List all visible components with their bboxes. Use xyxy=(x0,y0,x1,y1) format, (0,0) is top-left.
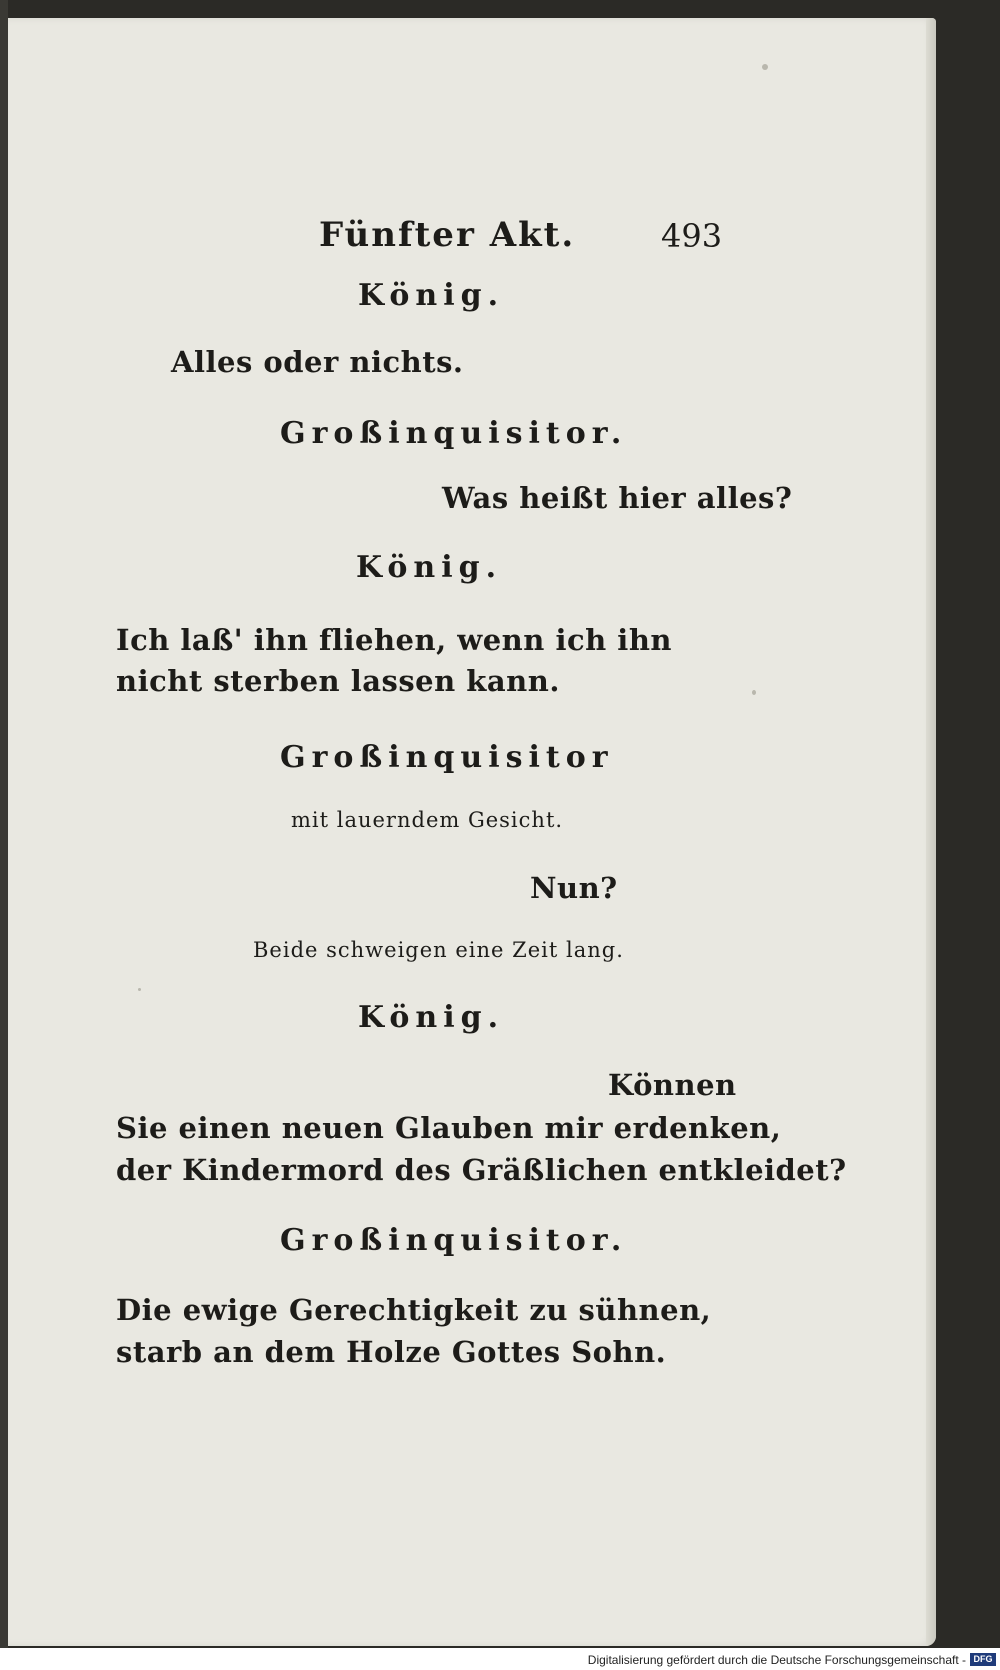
speaker-name: Großinquisitor xyxy=(280,740,614,775)
speech-line: Was heißt hier alles? xyxy=(442,481,793,515)
paper-spot xyxy=(138,988,141,991)
speech-line: der Kindermord des Gräßlichen entkleidet? xyxy=(116,1153,847,1187)
speech-line: Ich laß' ihn fliehen, wenn ich ihn xyxy=(116,623,672,657)
speech-line: Alles oder nichts. xyxy=(171,345,464,379)
speech-line: Nun? xyxy=(530,871,618,905)
speech-line: nicht sterben lassen kann. xyxy=(116,664,560,698)
speech-line: Können xyxy=(608,1068,737,1102)
speaker-name: Großinquisitor. xyxy=(280,416,628,451)
book-page xyxy=(8,18,936,1646)
footer-bar xyxy=(0,1648,1000,1670)
scan-background xyxy=(0,0,8,1648)
funding-credit: Digitalisierung gefördert durch die Deutsche Forschungsgemeinschaft - xyxy=(587,1653,966,1667)
paper-spot xyxy=(762,64,768,70)
dfg-logo: DFG xyxy=(970,1653,996,1666)
speech-line: Die ewige Gerechtigkeit zu sühnen, xyxy=(116,1293,712,1327)
paper-spot xyxy=(752,690,756,695)
speaker-name: König. xyxy=(356,550,503,585)
stage-direction: Beide schweigen eine Zeit lang. xyxy=(253,938,624,962)
page-number: 493 xyxy=(661,217,723,255)
page-edge xyxy=(926,18,936,1646)
speaker-name: Großinquisitor. xyxy=(280,1223,628,1258)
speech-line: starb an dem Holze Gottes Sohn. xyxy=(116,1335,667,1369)
speaker-name: König. xyxy=(358,1000,505,1035)
speaker-name: König. xyxy=(358,278,505,313)
running-header-title: Fünfter Akt. xyxy=(319,215,576,255)
speech-line: Sie einen neuen Glauben mir erdenken, xyxy=(116,1111,782,1145)
stage-direction: mit lauerndem Gesicht. xyxy=(291,808,564,832)
